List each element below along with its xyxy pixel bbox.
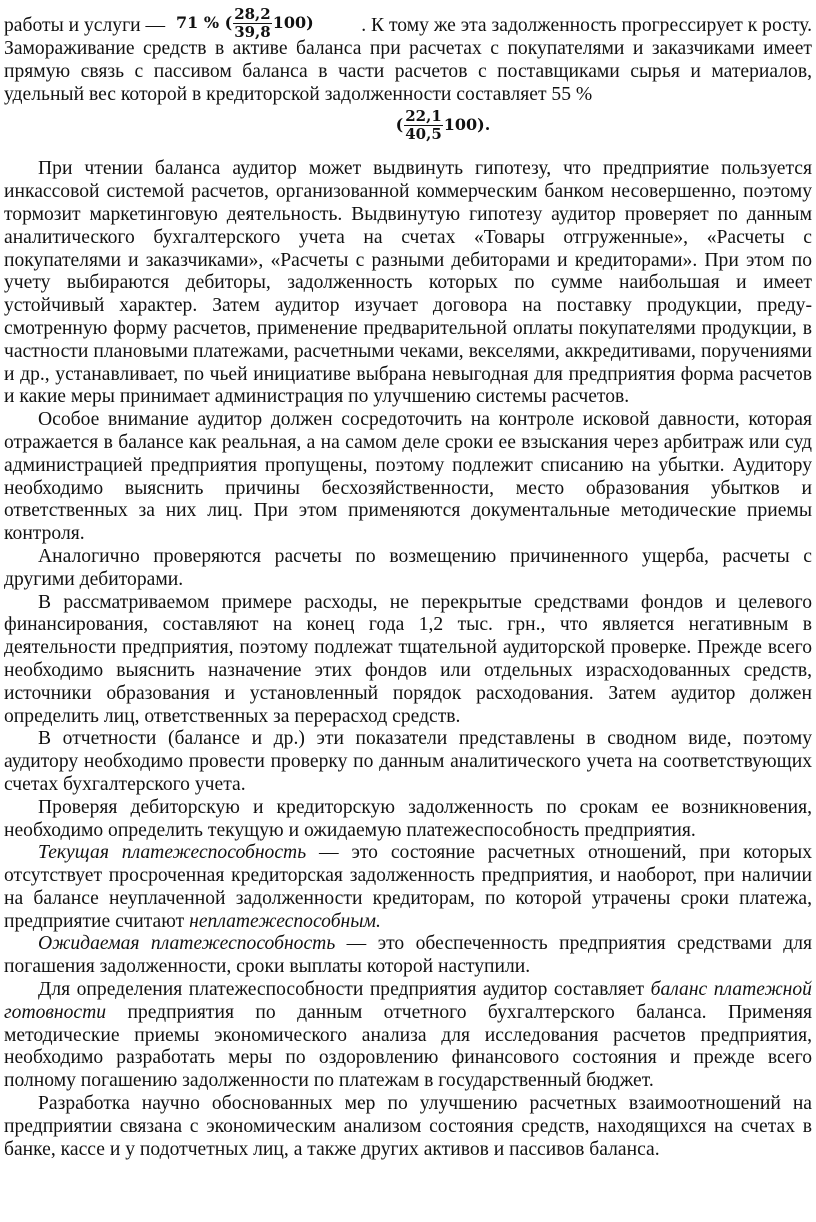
intro-first-line — [4, 0, 812, 41]
paragraph-2: Особое внимание аудитор должен сосредоточить на контроле исковой давности, которая отражается в балансе как реальная, а на самом деле сроки ее взыскания через арбитраж или суд администрацией предприятия пропущены, поэтому подлежит списанию на убытки. Аудитору необходимо выяснить причины бесхозяйственности, место образования убытков и ответственных за них лиц. При этом применяются документальные методические приемы контроля. — [4, 409, 812, 545]
document-page — [4, 0, 812, 1161]
paragraph-5: В отчетности (балансе и др.) эти показатели представлены в сводном виде, поэтому аудитору необходимо провести проверку по данным аналитического учета на соответствующих счетах бухгалтерского учета. — [4, 728, 812, 795]
paragraph-6: Проверяя дебиторскую и кредиторскую задолженность по срокам ее возникновения, необходимо определить текущую и ожидаемую платежеспособность предприятия. — [4, 796, 812, 841]
intro-line1-right: . К тому же эта задолженность прогрессирует к росту. — [361, 15, 812, 36]
formula2-denominator: 40,5 — [405, 125, 442, 144]
intro-paragraph: Замораживание средств в активе баланса при расчетах с покупателями и заказчиками имеет прямую связь с пассивом баланса в части расчетов с поставщиками сырья и материалов, удельный вес которой в кредиторской задолженности составляет 55 % — [4, 38, 812, 105]
formula1-numerator: 28,2 — [234, 5, 271, 23]
paragraph-4: В рассматриваемом примере расходы, не перекрытые средствами фондов и целевого финансирования, составляют на конец года 1,2 тыс. грн., что является негативным в деятельности предприятия, поэтому подлежат тщательной аудиторской проверке. Прежде всего необходимо выяснить назначение этих фондов или отдельных израсходованных средств, источники образования и установленный порядок расходования. Затем аудитор должен определить лиц, ответственных за перерасход средств. — [4, 591, 812, 727]
paragraph-8 — [4, 933, 812, 979]
paragraph-9-text-a: Для определения платежеспособности предприятия аудитор составляет — [38, 979, 651, 1001]
formula1-fraction — [233, 6, 272, 41]
formula2-suffix: 100). — [443, 115, 491, 135]
paragraph-8-text: — это обеспеченность предприятия средствами для погашения задолженности, сроки выплаты которой наступили. — [4, 933, 813, 978]
formula-55-percent — [4, 108, 812, 154]
term-payment-readiness-balance: баланс платежной готовности — [4, 979, 812, 1023]
term-current-solvency: Текущая платежеспособность — [38, 842, 307, 864]
paragraph-1: При чтении баланса аудитор может выдвинуть гипотезу, что предприятие пользуется инкассовой системой расчетов, организованной коммерческим банком несовершенно, поэтому тормозит маркетинговую деятельность. Выдвинутую гипотезу аудитор проверяет по данным аналитического бухгалтерского учета на счетах «Товары отгруженные», «Расчеты с покупателями и заказчиками», «Расчеты с разными дебиторами и кредиторами». При этом по учету выбираются дебиторы, задолженность которых по сумме наибольшая и имеет устойчивый характер. Затем аудитор изучает договора на поставку продукции, предусмотренную форму расчетов, применение предварительной оплаты покупателями продукции, в частности плановыми платежами, расчетными чеками, векселями, аккредитивами, поручениями и др., устанавливает, по чьей инициативе выбрана невыгодная для предприятия форма расчетов и какие меры принимает администрация по улучшению системы расчетов. — [4, 158, 812, 408]
formula2-prefix: ( — [395, 115, 404, 135]
paragraph-3: Аналогично проверяются расчеты по возмещению причиненного ущерба, расчеты с другими дебиторами. — [4, 545, 812, 590]
formula1-suffix: 100) — [272, 13, 314, 32]
intro-line1-left: работы и услуги — — [4, 15, 166, 36]
formula-71-percent — [176, 6, 314, 41]
formula1-prefix: 71 % ( — [176, 13, 233, 32]
paragraph-7-text: — это состояние расчетных отношений, при которых отсутствует просроченная кредиторская задолженность предприятия, и наоборот, при наличии на балансе неуплаченной задолженности кредиторам, по которой утрачены сроки платежа, предприятие считают — [4, 842, 812, 932]
paragraph-9-text-b: предприятия по данным отчетного бухгалтерского баланса. Применяя методические приемы экономического анализа для исследования расчетов предприятия, необходимо разработать меры по оздоровлению финансового состояния и прежде всего полному погашению задолженности по платежам в государственный бюджет. — [4, 1001, 812, 1092]
formula2-fraction — [404, 108, 443, 143]
term-insolvent: неплатежеспособным. — [189, 910, 381, 932]
formula2-numerator: 22,1 — [405, 107, 442, 126]
paragraph-9 — [4, 979, 812, 1093]
paragraph-7 — [4, 842, 812, 933]
formula1-denominator: 39,8 — [234, 23, 271, 41]
paragraph-10: Разработка научно обоснованных мер по улучшению расчетных взаимоотношений на предприятии связана с экономическим анализом состояния средств, находящихся на счетах в банке, кассе и у подотчетных лиц, а также других активов и пассивов баланса. — [4, 1093, 812, 1160]
term-expected-solvency: Ожидаемая платежеспособность — [38, 933, 336, 955]
